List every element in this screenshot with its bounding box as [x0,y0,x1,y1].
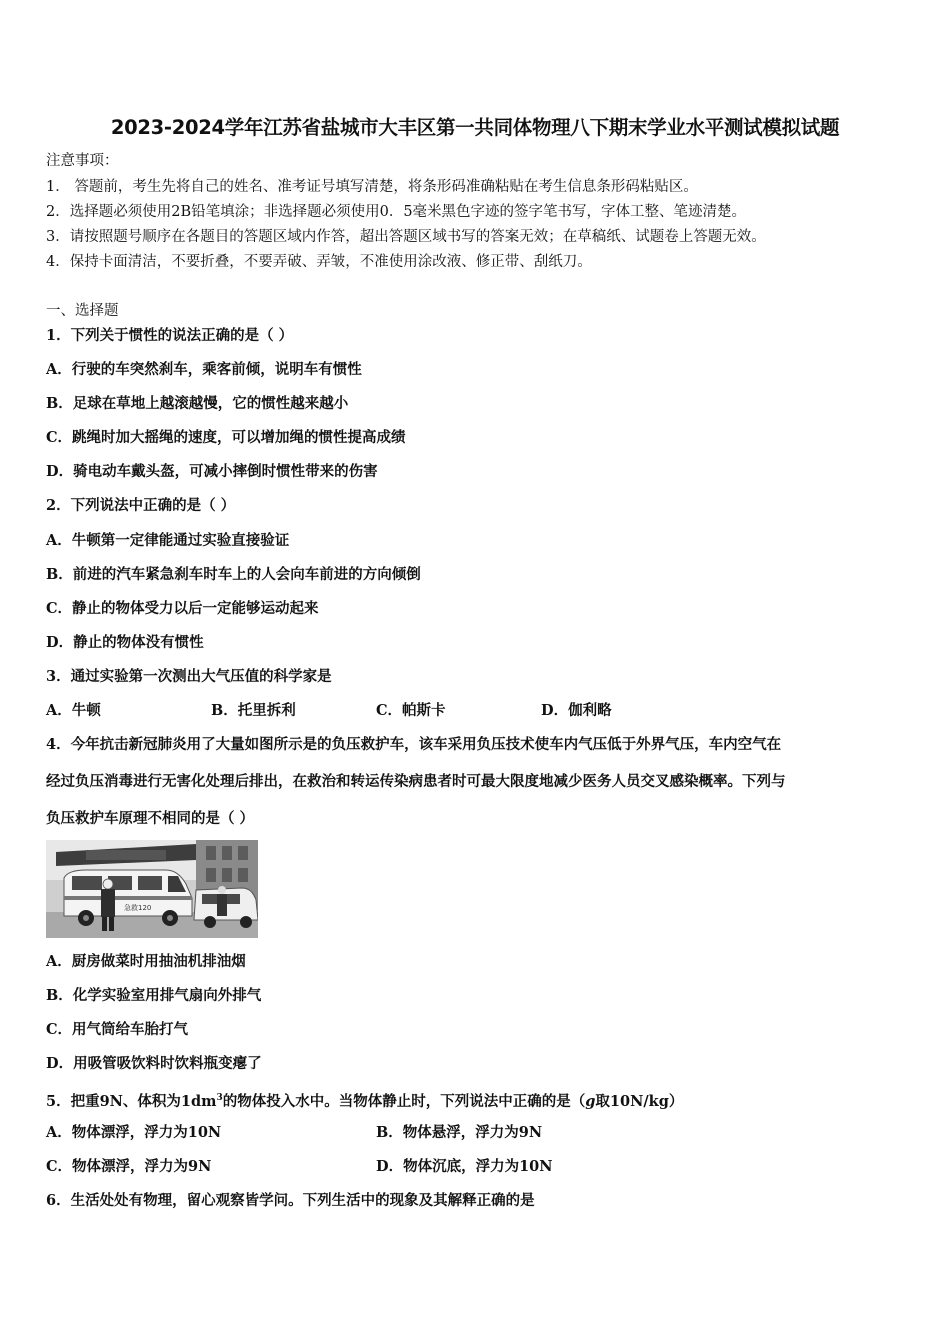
question-stem [46,1089,683,1111]
option-b: B．化学实验室用排气扇向外排气 [46,987,262,1004]
question-stem-line: 负压救护车原理不相同的是（ ） [46,810,255,827]
notice-item: 4．保持卡面清洁，不要折叠，不要弄破、弄皱，不准使用涂改液、修正带、刮纸刀。 [46,254,592,270]
option-c: C．物体漂浮，浮力为9N [46,1158,212,1175]
option-c: C．跳绳时加大摇绳的速度，可以增加绳的惯性提高成绩 [46,429,406,446]
option-b: B．足球在草地上越滚越慢，它的惯性越来越小 [46,395,349,412]
section-heading: 一、选择题 [46,303,119,319]
notice-item: 1． 答题前，考生先将自己的姓名、准考证号填写清楚，将条形码准确粘贴在考生信息条形码粘贴区。 [46,179,698,195]
option-a: A．牛顿 [46,702,101,719]
option-c: C．帕斯卡 [376,702,446,719]
option-a: A．物体漂浮，浮力为10N [46,1124,222,1141]
stem-part: 5．把重9N、体积为1dm [46,1092,217,1110]
option-d: D．物体沉底，浮力为10N [376,1158,553,1175]
question-stem: 1．下列关于惯性的说法正确的是（ ） [46,327,294,344]
ambulance-label: 急救120 [124,904,152,912]
question-stem-line: 经过负压消毒进行无害化处理后排出，在救治和转运传染病患者时可最大限度地减少医务人员交叉感染概率。下列与 [46,773,786,790]
option-b: B．前进的汽车紧急刹车时车上的人会向车前进的方向倾倒 [46,566,421,583]
italic-symbol: g [585,1092,596,1110]
option-c: C．静止的物体受力以后一定能够运动起来 [46,600,319,617]
superscript: 3 [216,1093,223,1103]
question-stem: 2．下列说法中正确的是（ ） [46,497,236,514]
option-a: A．厨房做菜时用抽油机排油烟 [46,953,246,970]
ambulance-photo [46,840,258,938]
option-d: D．骑电动车戴头盔，可减小摔倒时惯性带来的伤害 [46,463,378,480]
option-d: D．用吸管吸饮料时饮料瓶变瘪了 [46,1055,262,1072]
option-b: B．物体悬浮，浮力为9N [376,1124,543,1141]
question-stem-line: 4．今年抗击新冠肺炎用了大量如图所示是的负压救护车，该车采用负压技术使车内气压低于外界气压，车内空气在 [46,736,782,753]
page-title: 2023-2024学年江苏省盐城市大丰区第一共同体物理八下期末学业水平测试模拟试题 [110,116,840,139]
notice-item: 2．选择题必须使用2B铅笔填涂；非选择题必须使用0．5毫米黑色字迹的签字笔书写，字体工整、笔迹清楚。 [46,204,747,220]
notice-item: 3．请按照题号顺序在各题目的答题区域内作答，超出答题区域书写的答案无效；在草稿纸、试题卷上答题无效。 [46,229,766,245]
question-stem: 6．生活处处有物理，留心观察皆学问。下列生活中的现象及其解释正确的是 [46,1192,535,1209]
option-d: D．静止的物体没有惯性 [46,634,204,651]
stem-part: 取10N/kg） [595,1092,684,1110]
option-a: A．行驶的车突然刹车，乘客前倾，说明车有惯性 [46,361,362,378]
question-stem: 3．通过实验第一次测出大气压值的科学家是 [46,668,332,685]
stem-part: 的物体投入水中。当物体静止时，下列说法中正确的是（ [222,1092,586,1110]
notice-heading: 注意事项： [46,153,119,169]
option-b: B．托里拆利 [211,702,296,719]
option-d: D．伽利略 [541,702,612,719]
option-c: C．用气筒给车胎打气 [46,1021,189,1038]
option-a: A．牛顿第一定律能通过实验直接验证 [46,532,290,549]
